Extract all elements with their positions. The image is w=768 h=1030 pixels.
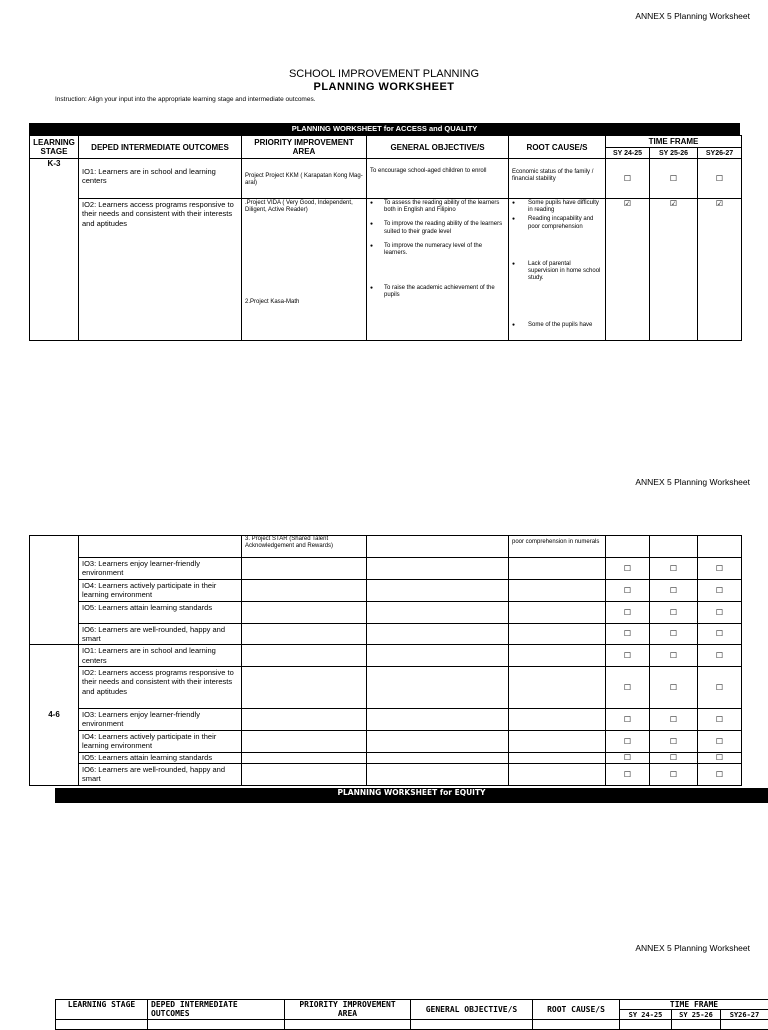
header-objectives: GENERAL OBJECTIVE/S [367, 136, 509, 159]
objective-cell [367, 752, 509, 763]
checkbox-checked[interactable]: ☑ [698, 199, 742, 341]
checkbox[interactable]: ☐ [650, 752, 698, 763]
outcome-io6: IO6: Learners are well-rounded, happy and smart [79, 763, 242, 785]
annex-label: ANNEX 5 Planning Worksheet [635, 943, 750, 953]
objective-cell [367, 763, 509, 785]
priority-cell [242, 601, 367, 623]
outcome-cell-empty [79, 536, 242, 558]
checkbox[interactable]: ☐ [698, 601, 742, 623]
learning-stage-k3: K-3 [30, 159, 79, 341]
header-sy1: SY 24-25 [606, 148, 650, 159]
checkbox[interactable]: ☐ [698, 667, 742, 709]
objective-io1: To encourage school-aged children to enroll [367, 159, 509, 199]
objective-cell-empty [367, 536, 509, 558]
header-outcomes: DEPED INTERMEDIATE OUTCOMES [148, 1000, 285, 1020]
checkbox-checked[interactable]: ☑ [650, 199, 698, 341]
objective-item: ● To raise the academic achievement of the pupils [370, 285, 505, 299]
root-item: ● Lack of parental supervision in home school study. [512, 261, 602, 283]
time-cell [606, 536, 650, 558]
table-cell [411, 1020, 533, 1030]
table-cell [672, 1020, 721, 1030]
header-time-frame: TIME FRAME [620, 1000, 768, 1010]
priority-io1: Project Project KKM ( Karapatan Kong Mag-aral) [242, 159, 367, 199]
checkbox[interactable]: ☐ [606, 752, 650, 763]
outcome-io2: IO2: Learners access programs responsive to their needs and consistent with their interests and aptitudes [79, 667, 242, 709]
objective-cell [367, 645, 509, 667]
checkbox[interactable]: ☐ [606, 730, 650, 752]
root-continued: poor comprehension in numerals [509, 536, 606, 558]
learning-stage-continued [30, 536, 79, 645]
objective-cell [367, 667, 509, 709]
access-quality-band: PLANNING WORKSHEET for ACCESS and QUALITY [29, 123, 740, 135]
root-cell [509, 763, 606, 785]
checkbox[interactable]: ☐ [698, 763, 742, 785]
objective-cell [367, 709, 509, 731]
root-cell [509, 667, 606, 709]
priority-io2 [242, 199, 367, 341]
root-cell [509, 601, 606, 623]
checkbox[interactable]: ☐ [650, 730, 698, 752]
table-cell [533, 1020, 620, 1030]
root-item: ● Some of the pupils have [512, 322, 602, 329]
table-cell [56, 1020, 148, 1030]
annex-label: ANNEX 5 Planning Worksheet [635, 11, 750, 21]
objective-item: ● To improve the numeracy level of the learners. [370, 243, 505, 257]
checkbox[interactable]: ☐ [606, 709, 650, 731]
checkbox[interactable]: ☐ [606, 763, 650, 785]
header-objectives: GENERAL OBJECTIVE/S [411, 1000, 533, 1020]
instruction-text: Instruction: Align your input into the appropriate learning stage and intermediate outcomes. [55, 96, 316, 103]
time-cell [698, 536, 742, 558]
checkbox[interactable]: ☐ [650, 558, 698, 580]
root-cell [509, 623, 606, 645]
header-sy3: SY26-27 [721, 1010, 768, 1020]
roots-io2 [509, 199, 606, 341]
checkbox-checked[interactable]: ☑ [606, 199, 650, 341]
checkbox[interactable]: ☐ [698, 159, 742, 199]
root-cell [509, 752, 606, 763]
checkbox[interactable]: ☐ [698, 623, 742, 645]
objectives-io2 [367, 199, 509, 341]
table-cell [148, 1020, 285, 1030]
checkbox[interactable]: ☐ [650, 623, 698, 645]
outcome-io2: IO2: Learners access programs responsive to their needs and consistent with their interests and aptitudes [79, 199, 242, 341]
checkbox[interactable]: ☐ [698, 579, 742, 601]
priority-cell [242, 763, 367, 785]
header-outcomes: DEPED INTERMEDIATE OUTCOMES [79, 136, 242, 159]
checkbox[interactable]: ☐ [698, 752, 742, 763]
root-io1: Economic status of the family / financial stability [509, 159, 606, 199]
header-root-causes: ROOT CAUSE/S [509, 136, 606, 159]
checkbox[interactable]: ☐ [650, 667, 698, 709]
checkbox[interactable]: ☐ [650, 709, 698, 731]
outcome-io1: IO1: Learners are in school and learning centers [79, 159, 242, 199]
checkbox[interactable]: ☐ [650, 159, 698, 199]
objective-cell [367, 558, 509, 580]
header-learning-stage: LEARNING STAGE [30, 136, 79, 159]
outcome-io6: IO6: Learners are well-rounded, happy and smart [79, 623, 242, 645]
header-priority: PRIORITY IMPROVEMENT AREA [285, 1000, 411, 1020]
learning-stage-4-6: 4-6 [30, 645, 79, 785]
priority-cell [242, 623, 367, 645]
priority-cell [242, 645, 367, 667]
outcome-io4: IO4: Learners actively participate in their learning environment [79, 579, 242, 601]
checkbox[interactable]: ☐ [606, 558, 650, 580]
priority-project-kasa-math: 2.Project Kasa-Math [245, 299, 299, 306]
outcome-io5: IO5: Learners attain learning standards [79, 601, 242, 623]
outcome-io3: IO3: Learners enjoy learner-friendly environment [79, 558, 242, 580]
objective-cell [367, 579, 509, 601]
priority-cell [242, 667, 367, 709]
root-cell [509, 709, 606, 731]
priority-project-vida: .Project VIDA ( Very Good, Independent, Diligent, Active Reader) [245, 200, 363, 214]
priority-cell [242, 579, 367, 601]
root-cell [509, 558, 606, 580]
priority-cell [242, 709, 367, 731]
checkbox[interactable]: ☐ [698, 709, 742, 731]
root-item: ● Some pupils have difficulty in reading [512, 200, 602, 214]
root-cell [509, 579, 606, 601]
table-cell [620, 1020, 672, 1030]
priority-cell [242, 558, 367, 580]
header-sy3: SY26-27 [698, 148, 742, 159]
root-cell [509, 645, 606, 667]
annex-label: ANNEX 5 Planning Worksheet [635, 477, 750, 487]
doc-subtitle: PLANNING WORKSHEET [0, 81, 768, 93]
checkbox[interactable]: ☐ [698, 558, 742, 580]
checkbox[interactable]: ☐ [698, 645, 742, 667]
checkbox[interactable]: ☐ [606, 667, 650, 709]
priority-cell [242, 752, 367, 763]
planning-table-2 [29, 535, 742, 786]
header-sy2: SY 25-26 [672, 1010, 721, 1020]
planning-table-1 [29, 135, 742, 341]
outcome-io4: IO4: Learners actively participate in their learning environment [79, 730, 242, 752]
header-root-causes: ROOT CAUSE/S [533, 1000, 620, 1020]
checkbox[interactable]: ☐ [606, 645, 650, 667]
table-cell [721, 1020, 768, 1030]
checkbox[interactable]: ☐ [698, 730, 742, 752]
objective-cell [367, 623, 509, 645]
checkbox[interactable]: ☐ [650, 645, 698, 667]
header-sy1: SY 24-25 [620, 1010, 672, 1020]
checkbox[interactable]: ☐ [650, 763, 698, 785]
planning-table-equity [55, 999, 768, 1030]
checkbox[interactable]: ☐ [606, 159, 650, 199]
table-cell [285, 1020, 411, 1030]
equity-band: PLANNING WORKSHEET for EQUITY [55, 788, 768, 803]
checkbox[interactable]: ☐ [606, 601, 650, 623]
priority-project-star: 3. Project STAR (Shared Talent Acknowledgement and Rewards) [242, 536, 367, 558]
header-learning-stage: LEARNING STAGE [56, 1000, 148, 1020]
doc-title: SCHOOL IMPROVEMENT PLANNING [0, 68, 768, 80]
priority-cell [242, 730, 367, 752]
checkbox[interactable]: ☐ [606, 623, 650, 645]
objective-cell [367, 730, 509, 752]
checkbox[interactable]: ☐ [650, 601, 698, 623]
root-item: ● Reading incapability and poor comprehension [512, 216, 602, 230]
outcome-io5: IO5: Learners attain learning standards [79, 752, 242, 763]
header-priority: PRIORITY IMPROVEMENT AREA [242, 136, 367, 159]
outcome-io3: IO3: Learners enjoy learner-friendly environment [79, 709, 242, 731]
header-sy2: SY 25-26 [650, 148, 698, 159]
checkbox[interactable]: ☐ [606, 579, 650, 601]
time-cell [650, 536, 698, 558]
root-cell [509, 730, 606, 752]
objective-cell [367, 601, 509, 623]
objective-item: ● To assess the reading ability of the learners both in English and Filipino [370, 200, 505, 214]
checkbox[interactable]: ☐ [650, 579, 698, 601]
header-time-frame: TIME FRAME [606, 136, 742, 148]
outcome-io1: IO1: Learners are in school and learning centers [79, 645, 242, 667]
objective-item: ● To improve the reading ability of the learners suited to their grade level [370, 221, 505, 235]
